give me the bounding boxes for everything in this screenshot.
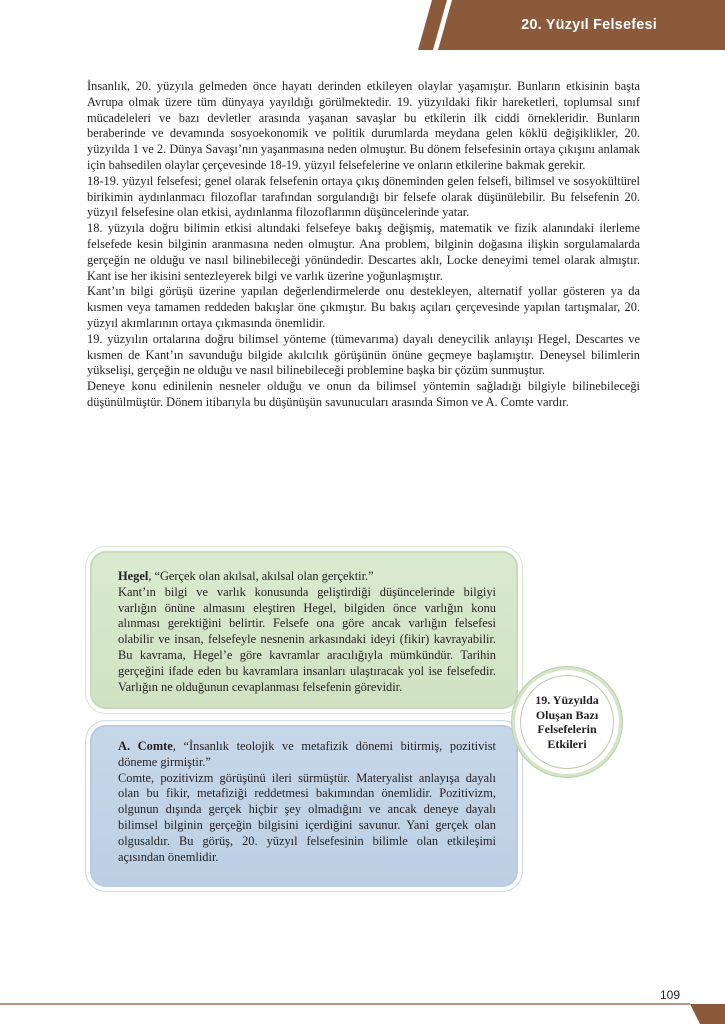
badge-line-1: 19. Yüzyılda — [535, 693, 599, 707]
paragraph-1: İnsanlık, 20. yüzyıla gelmeden önce hayatı derinden etkileyen olaylar yaşamıştır. Bunların etkisinin başta Avrupa olmak üzere tüm dünyaya yayıldığı görülmektedir. 19. yüzyıldaki fikir hareketleri, toplumsal sınıf mücadeleleri ve bazı devletler arasında yaşanan savaşlar bu etkilerin ilk ciddi örnekleridir. Bunların beraberinde ve devamında sosyoekonomik ve politik durumlarda meydana gelen köklü değişiklikler, 20. yüzyılda 1 ve 2. Dünya Savaşı’nın yaşanmasına neden olmuştur. Bu dönem felsefesinin ortaya çıkışını anlamak için bahsedilen olaylar çerçevesinde 18-19. yüzyıl felsefelerine ve onların etkilerine bakmak gerekir. — [87, 79, 640, 172]
hegel-text: Kant’ın bilgi ve varlık konusunda geliştirdiği düşüncelerinde bilgiyi varlığın önüne almasını eleştiren Hegel, bilgiden önce varlığın konu alınması gerektiğini belirtir. Felsefe ona göre ancak varlığın felsefesi olabilir ve insan, felsefeyle nesnenin arkasındaki ideyi (fikir) kavrayabilir. Bu kavrama, Hegel’e göre kavramlar aracılığıyla mümkündür. Tarihin gerçeğini ifade eden bu kavramlara insanları ulaştıracak yol ise felsefedir. Varlığın ne olduğunun cevaplanması felsefenin görevidir. — [118, 584, 496, 694]
comte-quote: , “İnsanlık teolojik ve metafizik dönemi bitirmiş, pozitivist döneme girmiştir.” — [118, 739, 496, 769]
comte-text: Comte, pozitivizm görüşünü ileri sürmüştür. Materyalist anlayışa dayalı olan bu fikir, metafiziği reddetmesi bakımından önemlidir. Pozitivizm, olgunun dışında gerçek hiçbir şey olmadığını ve ancak deneye dayalı bilimsel bilginin gerçeğin bilgisini içerdiğini savunur. Yani gerçek olan olgusaldır. Bu görüş, 20. yüzyıl felsefesinin bilimle olan etkileşimi açısından önemlidir. — [118, 770, 496, 864]
badge-line-4: Etkileri — [547, 736, 587, 751]
footer-corner — [690, 1004, 725, 1024]
comte-info-box — [90, 725, 518, 887]
paragraph-6: Deneye konu edinilenin nesneler olduğu ve onun da bilimsel yöntemin sağladığı bilgiyle bilinebileceği düşünülmüştür. Dönem itibarıyla bu düşünüşün savunucuları arasında Simon ve A. Comte vardır. — [87, 379, 640, 409]
comte-name: A. Comte — [118, 739, 173, 753]
hegel-info-box — [90, 551, 518, 709]
hegel-quote: , “Gerçek olan akılsal, akılsal olan gerçektir.” — [148, 569, 374, 583]
topic-badge-text — [535, 693, 599, 751]
paragraph-5: 19. yüzyılın ortalarına doğru bilimsel yönteme (tümevarıma) dayalı deneycilik anlayışı Hegel, Descartes ve kısmen de Kant’ın savunduğu bilgide akılcılık görüşünün önüne geçmeye başlamıştır. Deneysel bilimlerin yükselişi, gerçeğin ne olduğu ve nasıl bilinebileceği problemine başka bir çözüm sunmuştur. — [87, 331, 640, 378]
badge-line-3: Felsefelerin — [537, 722, 597, 736]
main-text — [87, 79, 640, 411]
comte-quote-line — [118, 739, 496, 771]
hegel-quote-line — [118, 569, 496, 585]
paragraph-3: 18. yüzyıla doğru bilimin etkisi altındaki felsefeye bakış değişmiş, matematik ve fizik alanındaki ilerleme felsefede kesin bilginin aranmasına neden olmuştur. Ana problem, bilginin doğasına ilişkin sorgulamalarda gerçeğin ne olduğu ve nasıl bilinebileceği yönündedir. Descartes aklı, Locke deneyimi temel olarak almıştır. Kant ise her ikisini sentezleyerek bilgi ve varlık üzerine yoğunlaşmıştır. — [87, 221, 640, 283]
footer-decoration — [0, 988, 725, 1024]
page-header-title: 20. Yüzyıl Felsefesi — [521, 17, 657, 33]
topic-badge-inner — [520, 675, 614, 769]
topic-badge — [512, 667, 622, 777]
badge-line-2: Oluşan Bazı — [535, 707, 599, 722]
paragraph-2: 18-19. yüzyıl felsefesi; genel olarak felsefenin ortaya çıkış döneminden gelen felsefi, bilimsel ve sosyokültürel birikimin aydınlanmacı filozoflar tarafından sorgulandığı bir felsefe olarak düşünülebilir. Bu felsefenin 20. yüzyıl felsefesine olan etkisi, aydınlanma filozoflarının düşüncelerinde yatar. — [87, 173, 640, 220]
hegel-name: Hegel — [118, 569, 149, 583]
page-number: 109 — [659, 988, 680, 1002]
paragraph-4: Kant’ın bilgi görüşü üzerine yapılan değerlendirmelerde onu destekleyen, alternatif yollar gösteren ya da kısmen veya tamamen reddeden bakışlar öne çıkmıştır. Bu bakış açıları çerçevesinde yapılan tartışmalar, 20. yüzyıl akımlarının ortaya çıkmasında önemlidir. — [87, 284, 640, 330]
